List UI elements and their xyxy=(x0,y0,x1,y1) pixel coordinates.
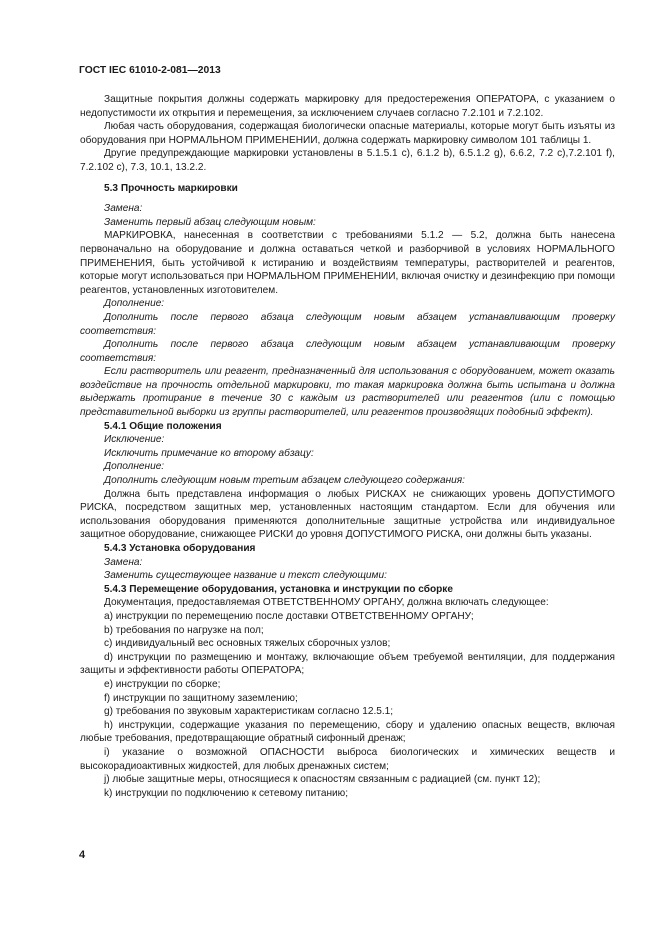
instruction-line: Исключение: xyxy=(104,434,165,446)
instruction-line: Исключить примечание ко второму абзацу: xyxy=(104,447,314,459)
instruction-line: Дополнение: xyxy=(104,461,165,473)
list-item: j) любые защитные меры, относящиеся к опасностям связанным с радиацией (см. пункт 12); xyxy=(104,774,541,786)
section-heading: 5.4.3 Перемещение оборудования, установка и инструкции по сборке xyxy=(104,583,453,595)
instruction-line: Замена: xyxy=(104,203,143,215)
instruction-line: Заменить первый абзац следующим новым: xyxy=(104,216,316,228)
paragraph: Если растворитель или реагент, предназначенный для использования с оборудованием, может оказать воздействие на прочность отдельной маркировки, то такая маркировка должна быть испытана и должна выдержать протирание в течение 30 с каждым из растворителей или реагентов (или с помощью представительной выборки из группы растворителей, или реагентов производящих подобный эффект). xyxy=(80,366,615,419)
instruction-line: Замена: xyxy=(104,556,143,568)
page-header: ГОСТ IEC 61010-2-081—2013 xyxy=(79,65,221,76)
list-item: с) индивидуальный вес основных тяжелых сборочных узлов; xyxy=(104,638,391,650)
list-item: i) указание о возможной ОПАСНОСТИ выброса биологических и химических веществ и высокорадиоактивных жидкостей, для любых дренажных систем; xyxy=(80,746,615,772)
instruction-line: Заменить существующее название и текст следующими: xyxy=(104,570,387,582)
paragraph: Должна быть представлена информация о любых РИСКАХ не снижающих уровень ДОПУСТИМОГО РИСКА, посредством защитных мер, установленных настоящим стандартом. Если для обучения или использования оборудования применяются дополнительные защитные устройства или индивидуальное защитное оборудование, снижающее РИСКИ до уровня ДОПУСТИМОГО РИСКА, они должны быть указаны. xyxy=(80,488,615,541)
list-item: b) требования по нагрузке на пол; xyxy=(104,624,264,636)
section-heading: 5.3 Прочность маркировки xyxy=(104,182,238,194)
document-body xyxy=(80,93,615,800)
list-item: е) инструкции по сборке; xyxy=(104,678,221,690)
list-item: h) инструкции, содержащие указания по перемещению, сбору и удалению опасных веществ, включая любые требования, предотвращающие обратный сифонный дренаж; xyxy=(80,719,615,745)
list-item: d) инструкции по размещению и монтажу, включающие объем требуемой вентиляции, для поддержания защиты и эффективности работы ОПЕРАТОРА; xyxy=(80,651,615,677)
paragraph: Защитные покрытия должны содержать маркировку для предостережения ОПЕРАТОРА, с указанием о недопустимости их открытия и перемещения, за исключением случаев согласно 7.2.101 и 7.2.102. xyxy=(80,94,615,119)
instruction-line: Дополнить следующим новым третьим абзацем следующего содержания: xyxy=(104,475,465,487)
instruction-line: Дополнение: xyxy=(104,298,165,310)
section-heading: 5.4.1 Общие положения xyxy=(104,420,222,432)
section-heading: 5.4.3 Установка оборудования xyxy=(104,543,256,554)
list-item: g) требования по звуковым характеристикам согласно 12.5.1; xyxy=(104,706,394,718)
page-number: 4 xyxy=(79,849,86,861)
list-item: f) инструкции по защитному заземлению; xyxy=(104,692,298,704)
paragraph: Документация, предоставляемая ОТВЕТСТВЕННОМУ ОРГАНУ, должна включать следующее: xyxy=(104,597,549,609)
paragraph: Другие предупреждающие маркировки установлены в 5.1.5.1 с), 6.1.2 b), 6.5.1.2 g), 6.6.2, 7.2 с),7.2.101 f), 7.2.102 с), 7.3, 10.1, 13.2.2. xyxy=(80,148,615,173)
paragraph: МАРКИРОВКА, нанесенная в соответствии с требованиями 5.1.2 — 5.2, должна быть нанесена первоначально на оборудование и должна оставаться четкой и разборчивой в условиях НОРМАЛЬНОГО ПРИМЕНЕНИЯ, быть устойчивой к истиранию и воздействиям температуры, растворителей и реагентов, которые могут использоваться при НОРМАЛЬНОМ ПРИМЕНЕНИИ, включая очистку и дезинфекцию при помощи реагентов, установленных изготовителем. xyxy=(80,230,615,296)
list-item: k) инструкции по подключению к сетевому питанию; xyxy=(104,787,349,799)
instruction-line: Дополнить после первого абзаца следующим новым абзацем устанавливающим проверку соответствия: xyxy=(80,311,615,337)
instruction-line: Дополнить после первого абзаца следующим новым абзацем устанавливающим проверку соответствия: xyxy=(80,339,615,364)
paragraph: Любая часть оборудования, содержащая биологически опасные материалы, которые могут быть изъяты из оборудования при НОРМАЛЬНОМ ПРИМЕНЕНИИ, должна содержать маркировку символом 101 таблицы 1. xyxy=(80,121,615,146)
list-item: а) инструкции по перемещению после доставки ОТВЕТСТВЕННОМУ ОРГАНУ; xyxy=(104,610,474,622)
